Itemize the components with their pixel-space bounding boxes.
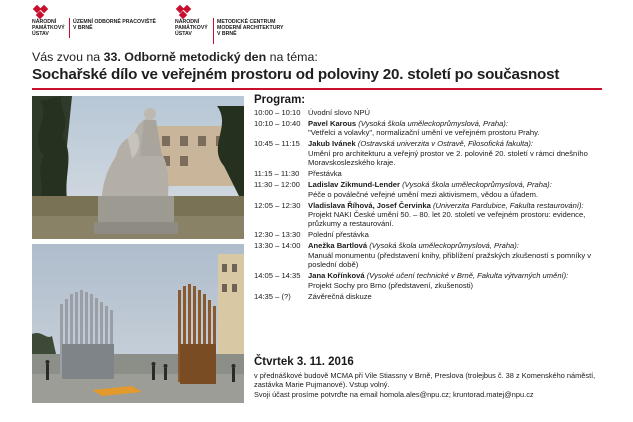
program-item xyxy=(254,139,614,167)
program-time: 11:30 – 12:00 xyxy=(254,180,300,190)
talk-title: Projekt Sochy pro Brno (představení, zkušenosti) xyxy=(308,280,474,290)
program-description xyxy=(308,139,614,167)
program-description xyxy=(308,271,614,290)
event-name: 33. Odborně metodický den xyxy=(103,50,267,64)
program-item xyxy=(254,108,614,117)
program-item xyxy=(254,292,614,301)
program-item xyxy=(254,271,614,290)
logo-npu-brno xyxy=(32,4,57,20)
talk-title: Péče o poválečné veřejné umění mezi aktivismem, vědou a úřadem. xyxy=(308,189,539,199)
program-description xyxy=(308,108,614,117)
logo-left-divider xyxy=(69,18,70,38)
talk-title: Projekt NAKI České umění 50. – 80. let 20. století ve veřejném prostoru: evidence, průzkumy a restaurování. xyxy=(308,210,586,229)
logo-right-divider xyxy=(213,18,214,44)
talk-title: Úvodní slovo NPÚ xyxy=(308,108,371,117)
venue-info xyxy=(254,371,604,399)
program-time: 12:05 – 12:30 xyxy=(254,200,301,210)
program-time: 13:30 – 14:00 xyxy=(254,241,301,251)
speaker-affiliation: (Vysoká škola uměleckoprůmyslová, Praha): xyxy=(358,119,508,128)
program-description xyxy=(308,119,614,138)
speaker-affiliation: (Vysoké učení technické v Brně, Fakulta výtvarných umění): xyxy=(366,271,569,281)
talk-title: Umění pro architekturu a veřejný prostor ve 2. polovině 20. století v rámci dnešního Moravskoslezského kraje. xyxy=(308,148,588,168)
talk-title: Polední přestávka xyxy=(308,230,369,240)
program-description xyxy=(308,241,614,269)
rsvp-note[interactable]: Svoji účast prosíme potvrďte na email homola.ales@npu.cz; kruntorad.matej@npu.cz xyxy=(254,389,534,399)
program-description xyxy=(308,169,614,178)
program-time: 10:00 – 10:10 xyxy=(254,108,301,117)
program-item xyxy=(254,169,614,178)
program-time: 10:10 – 10:40 xyxy=(254,119,301,128)
speaker-name: Jakub Ivánek xyxy=(308,139,356,149)
program-time: 14:35 – (?) xyxy=(254,291,291,301)
sculpture-photo-metal xyxy=(32,244,244,403)
program-time: 10:45 – 11:15 xyxy=(254,139,300,149)
program-time: 14:05 – 14:35 xyxy=(254,271,301,281)
program-title: Program: xyxy=(254,94,306,106)
speaker-affiliation: (Vysoká škola uměleckoprůmyslová, Praha): xyxy=(402,180,552,190)
speaker-name: Vladislava Říhová, Josef Červinka xyxy=(308,200,431,210)
npu-logo-icon xyxy=(32,4,54,20)
talk-title: "Vetřelci a volavky", normalizační umění ve veřejném prostoru Prahy. xyxy=(308,128,540,138)
talk-title: Manuál monumentu (představení knihy, přiblížení pražských zkušeností s pomníky v poslední době) xyxy=(308,250,592,270)
program-item xyxy=(254,119,614,138)
program-time: 11:15 – 11:30 xyxy=(254,169,300,179)
speaker-affiliation: (Vysoká škola uměleckoprůmyslová, Praha): xyxy=(369,241,519,251)
program-item xyxy=(254,180,614,199)
program-description xyxy=(308,201,614,229)
event-date: Čtvrtek 3. 11. 2016 xyxy=(254,356,354,368)
logo-right-text: NÁRODNÍ PAMÁTKOVÝ ÚSTAV xyxy=(175,19,208,37)
program-description xyxy=(308,230,614,239)
venue-address: v přednáškové budově MCMA při Vile Stiassny v Brně, Preslova (trolejbus č. 38 z Komenského náměstí, zastávka Marie Pujmanové). Vstup volný. xyxy=(254,371,596,390)
divider xyxy=(32,88,602,90)
sculpture-photo-stone xyxy=(32,96,244,239)
speaker-name: Pavel Karous xyxy=(308,119,357,128)
talk-title: Závěrečná diskuze xyxy=(308,291,372,301)
logo-left-text: NÁRODNÍ PAMÁTKOVÝ ÚSTAV xyxy=(32,19,65,37)
logo-right-sub: METODICKÉ CENTRUM MODERNÍ ARCHITEKTURY V BRNĚ xyxy=(217,19,284,37)
program-description xyxy=(308,292,614,301)
program-description xyxy=(308,180,614,199)
logo-left-sub: ÚZEMNÍ ODBORNÉ PRACOVIŠTĚ V BRNĚ xyxy=(73,19,157,31)
program-time: 12:30 – 13:30 xyxy=(254,230,301,240)
program xyxy=(254,94,614,303)
speaker-name: Anežka Bartlová xyxy=(308,241,368,251)
program-item xyxy=(254,230,614,239)
program-item xyxy=(254,241,614,269)
speaker-affiliation: (Ostravská univerzita v Ostravě, Filosofická fakulta): xyxy=(357,139,533,149)
speaker-affiliation: (Univerzita Pardubice, Fakulta restaurování): xyxy=(432,200,584,210)
speaker-name: Ladislav Zikmund-Lender xyxy=(308,180,400,190)
invite-line: Vás zvou na 33. Odborně metodický den na téma: xyxy=(32,50,318,64)
speaker-name: Jana Kořínková xyxy=(308,271,365,281)
logo-mcma xyxy=(175,4,200,20)
npu-logo-icon xyxy=(175,4,197,20)
program-item xyxy=(254,201,614,229)
headline: Sochařské dílo ve veřejném prostoru od poloviny 20. století po současnost xyxy=(32,66,560,83)
talk-title: Přestávka xyxy=(308,169,342,179)
